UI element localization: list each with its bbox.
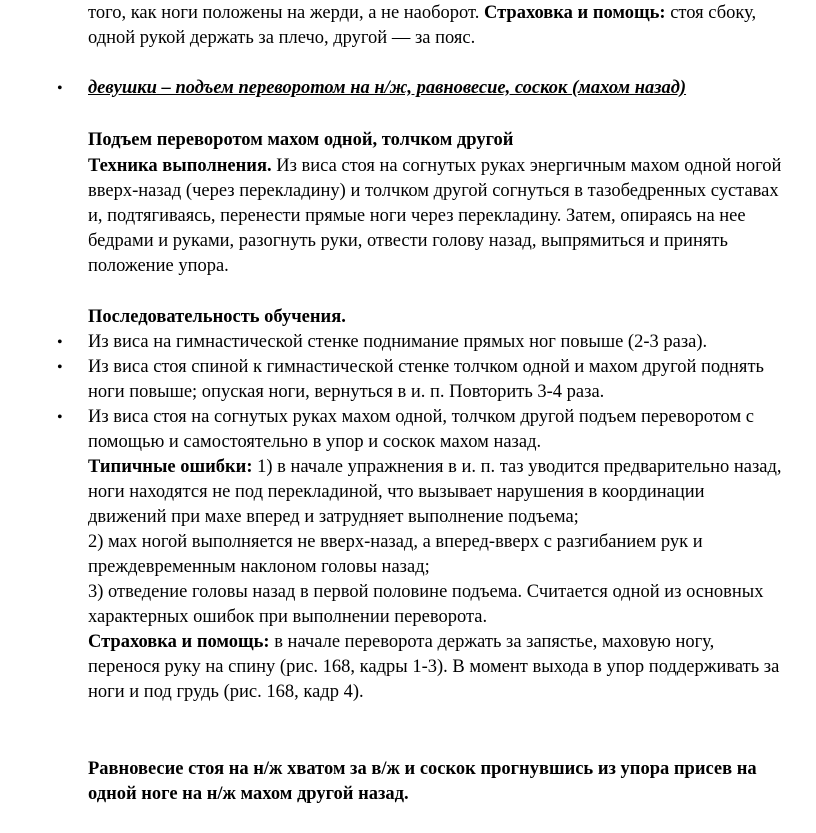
technique-line-3: и, подтягиваясь, перенести прямые ноги через перекладину. Затем, опираясь на нее xyxy=(88,206,746,226)
step-2-line-2: ноги повыше; опуская ноги, вернуться в и. п. Повторить 3-4 раза. xyxy=(88,382,605,402)
technique-label: Техника выполнения. xyxy=(88,156,272,176)
errors-line-7: характерных ошибок при выполнении переворота. xyxy=(88,607,488,627)
errors-line-1: Типичные ошибки: 1) в начале упражнения в и. п. таз уводится предварительно назад, xyxy=(88,457,782,477)
help-line-2: перенося руку на спину (рис. 168, кадры 1-3). В момент выхода в упор поддерживать за xyxy=(88,657,780,677)
intro-help-label: Страховка и помощь: xyxy=(484,3,666,23)
technique-line-5: положение упора. xyxy=(88,256,229,276)
exercise-title: Подъем переворотом махом одной, толчком другой xyxy=(88,130,514,150)
intro-line-1 xyxy=(88,1,756,25)
intro-line-2: одной рукой держать за плечо, другой — за пояс. xyxy=(88,28,476,48)
intro-text: того, как ноги положены на жерди, а не наоборот. xyxy=(88,3,484,23)
errors-line-4: 2) мах ногой выполняется не вверх-назад, а вперед-вверх с разгибанием рук и xyxy=(88,532,703,552)
sequence-title: Последовательность обучения. xyxy=(88,307,346,327)
errors-line-3: движений при махе вперед и затрудняет выполнение подъема; xyxy=(88,507,579,527)
errors-line-2: ноги находятся не под перекладиной, что вызывает нарушения в координации xyxy=(88,482,705,502)
help-line-3: ноги и под грудь (рис. 168, кадр 4). xyxy=(88,682,364,702)
exercise2-title-line-1: Равновесие стоя на н/ж хватом за в/ж и соскок прогнувшись из упора присев на xyxy=(88,759,757,779)
technique-line-4: бедрами и руками, разогнуть руки, отвести голову назад, выпрямиться и принять xyxy=(88,231,728,251)
exercise2-title-line-2: одной ноге на н/ж махом другой назад. xyxy=(88,784,409,804)
step-3-marker: • xyxy=(57,409,63,426)
errors-line-6: 3) отведение головы назад в первой половине подъема. Считается одной из основных xyxy=(88,582,764,602)
intro-rest: стоя сбоку, xyxy=(665,3,757,23)
technique-line-2: вверх-назад (через перекладину) и толчком другой согнуться в тазобедренных суставах xyxy=(88,181,779,201)
errors-label: Типичные ошибки: xyxy=(88,457,253,477)
program-item-girls: девушки – подъем переворотом на н/ж, равновесие, соскок (махом назад) xyxy=(88,78,687,98)
errors-line-5: преждевременным наклоном головы назад; xyxy=(88,557,430,577)
step-2-marker: • xyxy=(57,359,63,376)
help-label: Страховка и помощь: xyxy=(88,632,270,652)
step-3-line-1: Из виса стоя на согнутых руках махом одной, толчком другой подъем переворотом с xyxy=(88,407,754,427)
step-1-line-1: Из виса на гимнастической стенке поднимание прямых ног повыше (2-3 раза). xyxy=(88,332,708,352)
technique-line-1: Техника выполнения. Из виса стоя на согнутых руках энергичным махом одной ногой xyxy=(88,156,782,176)
step-1-marker: • xyxy=(57,334,63,351)
step-3-line-2: помощью и самостоятельно в упор и соскок махом назад. xyxy=(88,432,542,452)
bullet-marker: • xyxy=(57,80,63,97)
step-2-line-1: Из виса стоя спиной к гимнастической стенке толчком одной и махом другой поднять xyxy=(88,357,764,377)
help-line-1: Страховка и помощь: в начале переворота держать за запястье, маховую ногу, xyxy=(88,632,715,652)
